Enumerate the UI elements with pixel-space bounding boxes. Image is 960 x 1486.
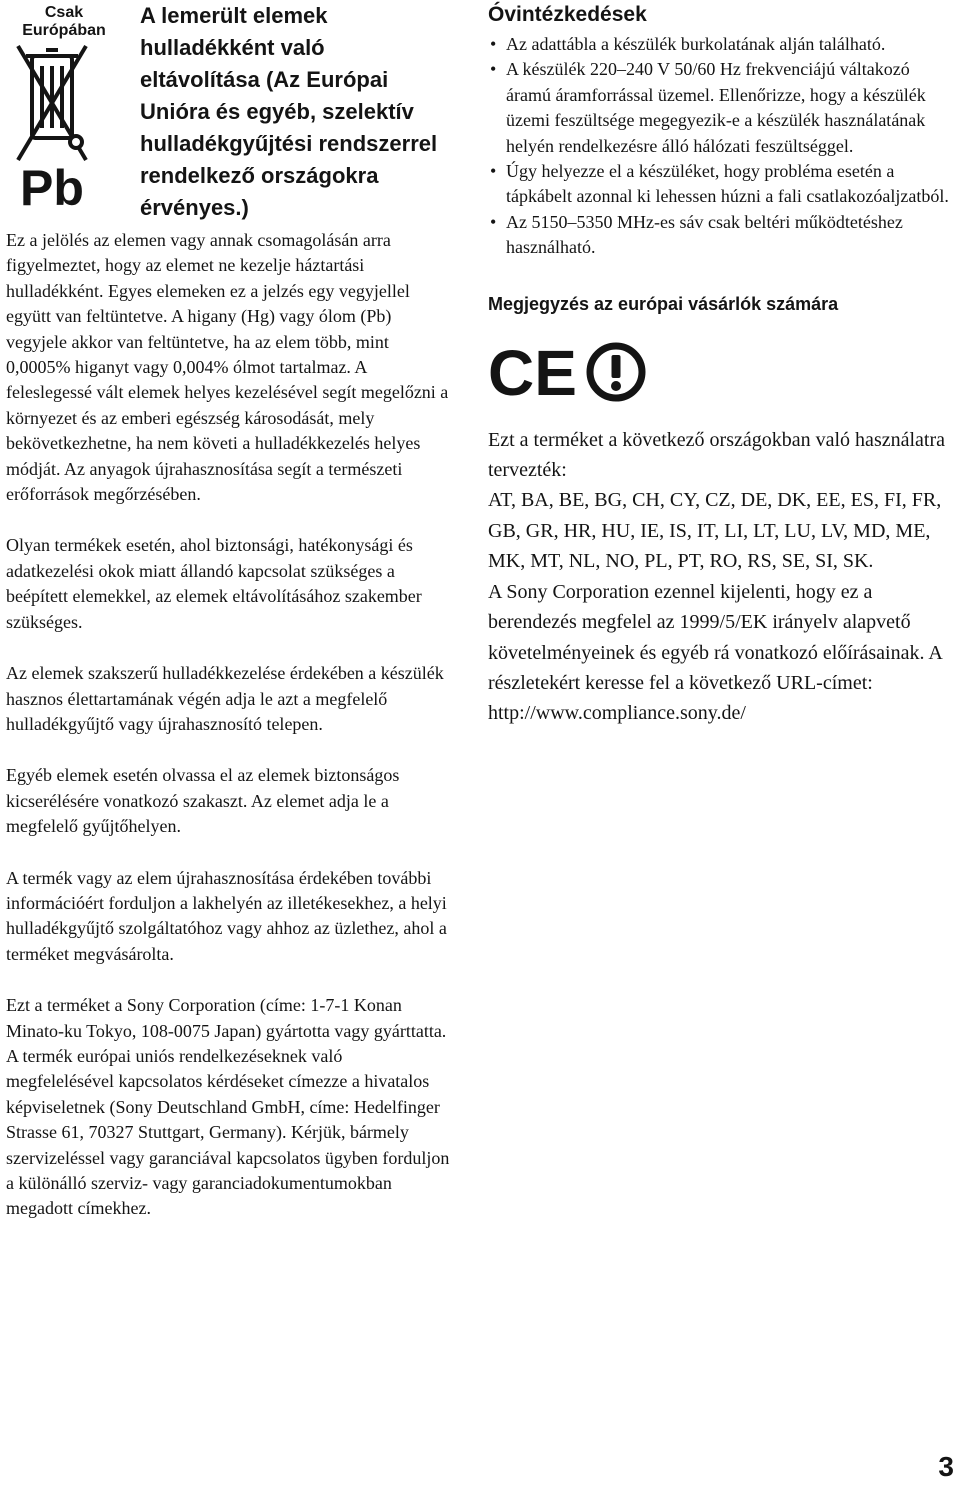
- battery-disposal-title: A lemerült elemek hulladékként való eltávolítása (Az Európai Unióra és egyéb, szelektív hulladékgyűjtési rendszerrel rendelkező országokra érvényes.): [140, 3, 438, 220]
- battery-paragraph-3: Az elemek szakszerű hulladékkezelése érdekében a készülék hasznos élettartamának végén adja le azt a megfelelő hulladékgyűjtő vagy újrahasznosító telepen.: [6, 663, 444, 734]
- country-list: AT, BA, BE, BG, CH, CY, CZ, DE, DK, EE, ES, FI, FR, GB, GR, HR, HU, IE, IS, IT, LI, LT, LU, LV, MD, ME, MK, MT, NL, NO, PL, PT, RO, RS, SE, SI, SK.: [488, 489, 942, 573]
- battery-header: [6, 0, 451, 228]
- pb-chemical-symbol: Pb: [20, 160, 84, 216]
- battery-paragraph-5: A termék vagy az elem újrahasznosítása érdekében további információért forduljon a lakhelyén az illetékesekhez, a helyi hulladékgyűjtő szolgáltatóhoz vagy ahhoz az üzlethez, ahol a terméket megvásárolta.: [6, 867, 447, 964]
- right-column: [488, 0, 950, 729]
- battery-paragraph-1: Ez a jelölés az elemen vagy annak csomagolásán arra figyelmeztet, hogy az elemet ne kezelje háztartási hulladékként. Egyes elemeken ez a jelzés egy vegyjellel együtt van feltüntetve. A higany (Hg) vagy ólom (Pb) vegyjele akkor van feltüntetve, ha az elem több, mint 0,0005% higanyt vagy 0,004% ólmot tartalmaz. A feleslegessé vált elemek helyes kezelésével segít megelőzni a környezet és az emberi egészség károsodását, mely bekövetkezhetne, ha nem követi a hulladékkezelés helyes módját. Az anyagok újrahasznosítása segít a természeti erőforrások megőrzésében.: [6, 230, 449, 505]
- list-item: • Úgy helyezze el a készüléket, hogy probléma esetén a tápkábelt azonnal ki lehessen húzni a fali csatlakozóaljzatból.: [488, 159, 950, 210]
- list-item: • Az 5150–5350 MHz-es sáv csak beltéri működtetéshez használható.: [488, 210, 950, 261]
- precautions-list: [488, 32, 950, 261]
- eu-note-title: Megjegyzés az európai vásárlók számára: [488, 293, 839, 314]
- eu-intro: Ezt a terméket a következő országokban való használatra tervezték:: [488, 428, 946, 482]
- left-column: [6, 0, 451, 1222]
- ce-alert-mark-icon: [488, 341, 648, 403]
- list-item: • A készülék 220–240 V 50/60 Hz frekvenciájú váltakozó áramú áramforrással üzemel. Ellenőrizze, hogy a készülék üzemi feszültsége megegyezik-e a készülék használatának helyén rendelkezésre álló hálózati feszültséggel.: [488, 57, 950, 159]
- precautions-title: Óvintézkedések: [488, 3, 647, 26]
- battery-paragraph-2: Olyan termékek esetén, ahol biztonsági, hatékonysági és adatkezelési okok miatt állandó kapcsolat szükséges a beépített elemekkel, az elemek eltávolításához szakember szükséges.: [6, 535, 422, 632]
- ce-mark-text: CE: [488, 340, 577, 403]
- region-label: Csak Európában: [22, 4, 106, 39]
- battery-paragraph-4: Egyéb elemek esetén olvassa el az elemek biztonságos kicserélésére vonatkozó szakaszt. Az elemet adja le a megfelelő gyűjtőhelyen.: [6, 765, 400, 837]
- crossed-out-bin-icon: [16, 42, 88, 170]
- conformity-declaration: A Sony Corporation ezennel kijelenti, hogy ez a berendezés megfelel az 1999/5/EK irányelv alapvető követelményeinek és egyéb rá vonatkozó előírásainak. A részletekért keresse fel a következő URL-címet: http://www.compliance.sony.de/: [488, 580, 942, 725]
- page-number: 3: [938, 1451, 954, 1482]
- manufacturer-paragraph: Ezt a terméket a Sony Corporation (címe: 1-7-1 Konan Minato-ku Tokyo, 108-0075 Japan) gyártotta vagy gyárttatta. A termék európai uniós rendelkezéseknek való megfelelésével kapcsolatos kérdéseket címezze a hivatalos képviseletnek (Sony Deutschland GmbH, címe: Hedelfinger Strasse 61, 70327 Stuttgart, Germany). Kérjük, bármely szervizeléssel vagy garanciával kapcsolatos ügyben forduljon a különálló szerviz- vagy garanciadokumentumokban megadott címekhez.: [6, 995, 450, 1219]
- list-item: • Az adattábla a készülék burkolatának alján található.: [488, 32, 950, 57]
